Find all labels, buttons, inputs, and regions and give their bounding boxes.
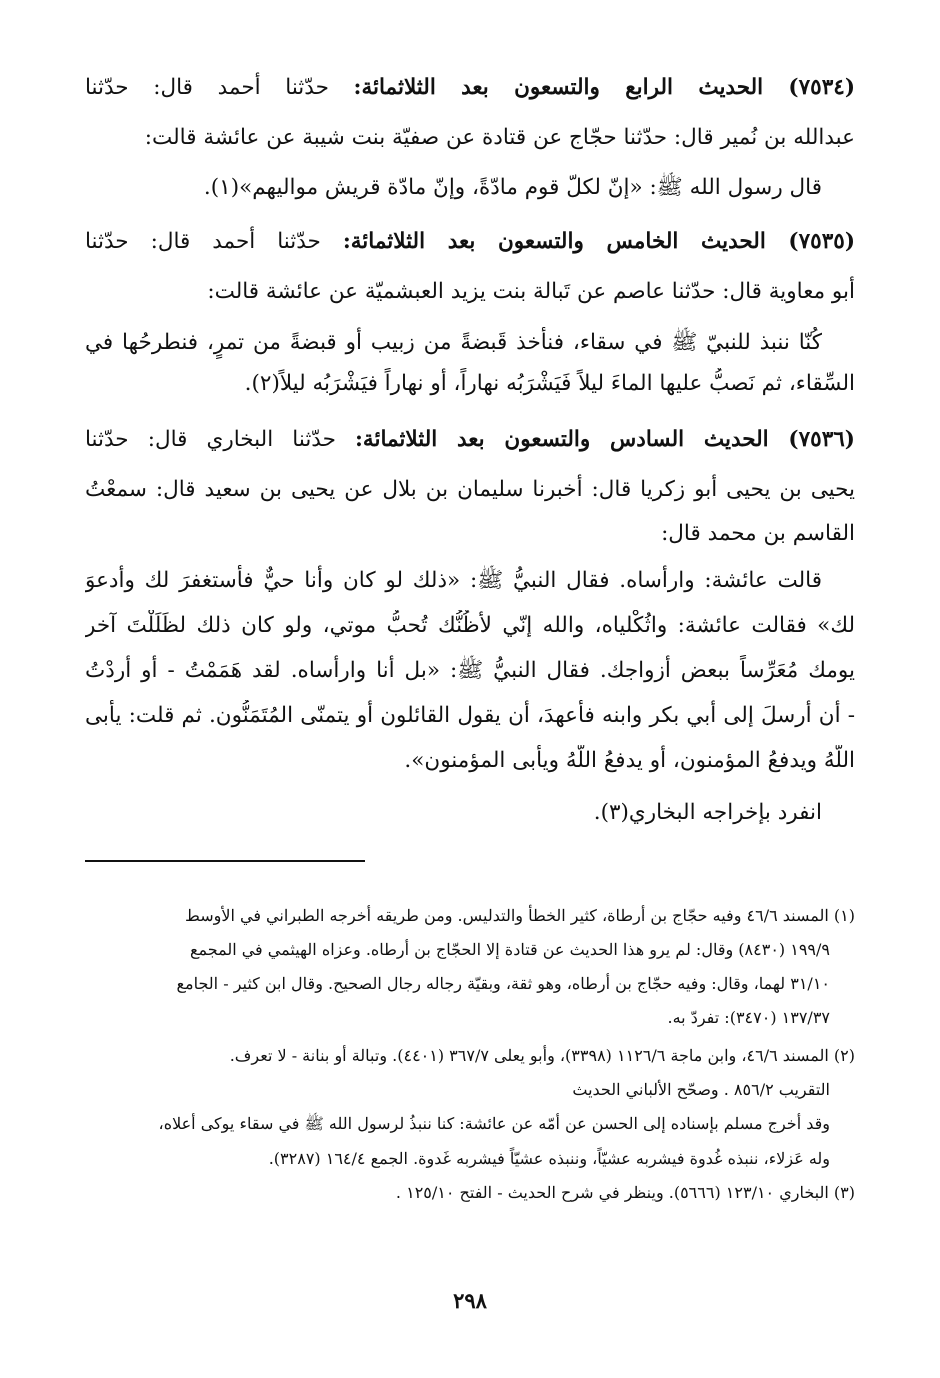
hadith-7536-line-3: القاسم بن محمد قال: bbox=[661, 521, 855, 546]
hadith-7536-line-5: لك» فقالت عائشة: واثُكْلياه، والله إنّي لأظُنُّك تُحبُّ موتي، ولو كان ذلك لظَلَلْتَ آخر bbox=[85, 613, 855, 638]
hadith-7535-line-3: كُنّا ننبذ للنبيّ ﷺ في سقاء، فنأخذ قَبضةً من زبيب أو قبضةً من تمرٍ، فنطرحُها في bbox=[85, 330, 822, 355]
footnote-1-line-3: ٣١/١٠ لهما، وقال: وفيه حجّاج بن أرطاه، وهو ثقة، وبقيّة رجاله رجال الصحيح. وقال ابن كثير - الجامع bbox=[176, 974, 830, 993]
hadith-7536-line-4: قالت عائشة: وارأساه. فقال النبيُّ ﷺ: «ذلك لو كان وأنا حيٌّ فأستغفرَ لك وأدعوَ bbox=[85, 568, 822, 593]
footnote-2-line-1: (٢) المسند ٤٦/٦، وابن ماجة ١١٢٦/٦ (٣٣٩٨)، وأبو يعلى ٣٦٧/٧ (٤٤٠١). وتبالة أو بنانة - لا تعرف. bbox=[229, 1046, 855, 1065]
hadith-7536-isnad-start: حدّثنا البخاري قال: حدّثنا bbox=[85, 427, 355, 452]
hadith-7535-isnad-start: حدّثنا أحمد قال: حدّثنا bbox=[85, 229, 343, 254]
footnote-2-line-2: التقريب ٨٥٦/٢ . وصحّح الألباني الحديث bbox=[572, 1080, 830, 1099]
hadith-7535-line-1 bbox=[85, 226, 855, 258]
footnote-1-line-1: (١) المسند ٤٦/٦ وفيه حجّاج بن أرطاة، كثير الخطأ والتدليس. ومن طريقه أخرجه الطبراني في الأوسط bbox=[185, 906, 855, 925]
footnote-1-line-4: ١٣٧/٣٧ (٣٤٧٠): تفردّ به. bbox=[667, 1008, 830, 1027]
hadith-7535-heading: (٧٥٣٥) الحديث الخامس والتسعون بعد الثلاثمائة: bbox=[342, 229, 855, 254]
hadith-7536-heading: (٧٥٣٦) الحديث السادس والتسعون بعد الثلاثمائة: bbox=[355, 427, 855, 452]
hadith-7534-isnad-start: حدّثنا أحمد قال: حدّثنا bbox=[85, 75, 354, 100]
hadith-7536-line-7: - أن أُرسلَ إلى أبي بكر وابنه فأعهدَ، أن يقول القائلون أو يتمنّى المُتَمَنُّون. ثم قلت: يأبى bbox=[85, 703, 855, 728]
footnote-2-line-4: وله عَزلاء، ننبذه غُدوة فيشربه عشيّاً، وننبذه عشيّاً فيشربه غَدوة. الجمع ١٦٤/٤ (٣٢٨٧). bbox=[268, 1149, 830, 1168]
footnote-1-line-2: ١٩٩/٩ (٨٤٣٠) وقال: لم يرو هذا الحديث عن قتادة إلا الحجّاج بن أرطاه. وعزاه الهيثمي في المجمع bbox=[189, 940, 830, 959]
hadith-7536-line-8: اللّهُ ويدفعُ المؤمنون، أو يدفعُ اللّهُ ويأبى المؤمنون». bbox=[404, 748, 855, 773]
hadith-7536-line-9: انفرد بإخراجه البخاري(٣). bbox=[593, 800, 822, 825]
footnote-separator bbox=[85, 860, 365, 862]
footnote-2-line-3: وقد أخرج مسلم بإسناده إلى الحسن عن أمّه عن عائشة: كنا ننبذُ لرسول الله ﷺ في سقاء يوكى أعلاه، bbox=[158, 1114, 830, 1133]
hadith-7536-line-1 bbox=[85, 424, 855, 456]
hadith-7536-line-6: يومك مُعَرِّساً ببعض أزواجك. فقال النبيُّ ﷺ: «بل أنا وارأساه. لقد هَمَمْتُ - أو أردْتُ bbox=[85, 658, 855, 683]
hadith-7535-line-4: السِّقاء، ثم نَصبُّ عليها الماءَ ليلاً فَيَشْرَبُه نهاراً، أو نهاراً فيَشْرَبُه ليلاً(٢). bbox=[244, 371, 855, 396]
hadith-7534-heading: (٧٥٣٤) الحديث الرابع والتسعون بعد الثلاثمائة: bbox=[353, 75, 855, 100]
hadith-7534-line-2: عبدالله بن نُمير قال: حدّثنا حجّاج عن قتادة عن صفيّة بنت شيبة عن عائشة قالت: bbox=[144, 125, 855, 150]
page-number: ٢٩٨ bbox=[453, 1288, 487, 1313]
hadith-7534-line-1 bbox=[85, 72, 855, 104]
hadith-7536-line-2: يحيى بن يحيى أبو زكريا قال: أخبرنا سليمان بن بلال عن يحيى بن سعيد قال: سمعْتُ bbox=[85, 477, 855, 502]
hadith-7534-line-3: قال رسول الله ﷺ: «إنّ لكلّ قوم مادّةً، وإنّ مادّة قريش مواليهم»(١). bbox=[203, 175, 822, 200]
footnote-3-line-1: (٣) البخاري ١٢٣/١٠ (٥٦٦٦). وينظر في شرح الحديث - الفتح ١٢٥/١٠ . bbox=[395, 1183, 855, 1202]
hadith-7535-line-2: أبو معاوية قال: حدّثنا عاصم عن تَبالة بنت يزيد العبشميّة عن عائشة قالت: bbox=[207, 279, 855, 304]
